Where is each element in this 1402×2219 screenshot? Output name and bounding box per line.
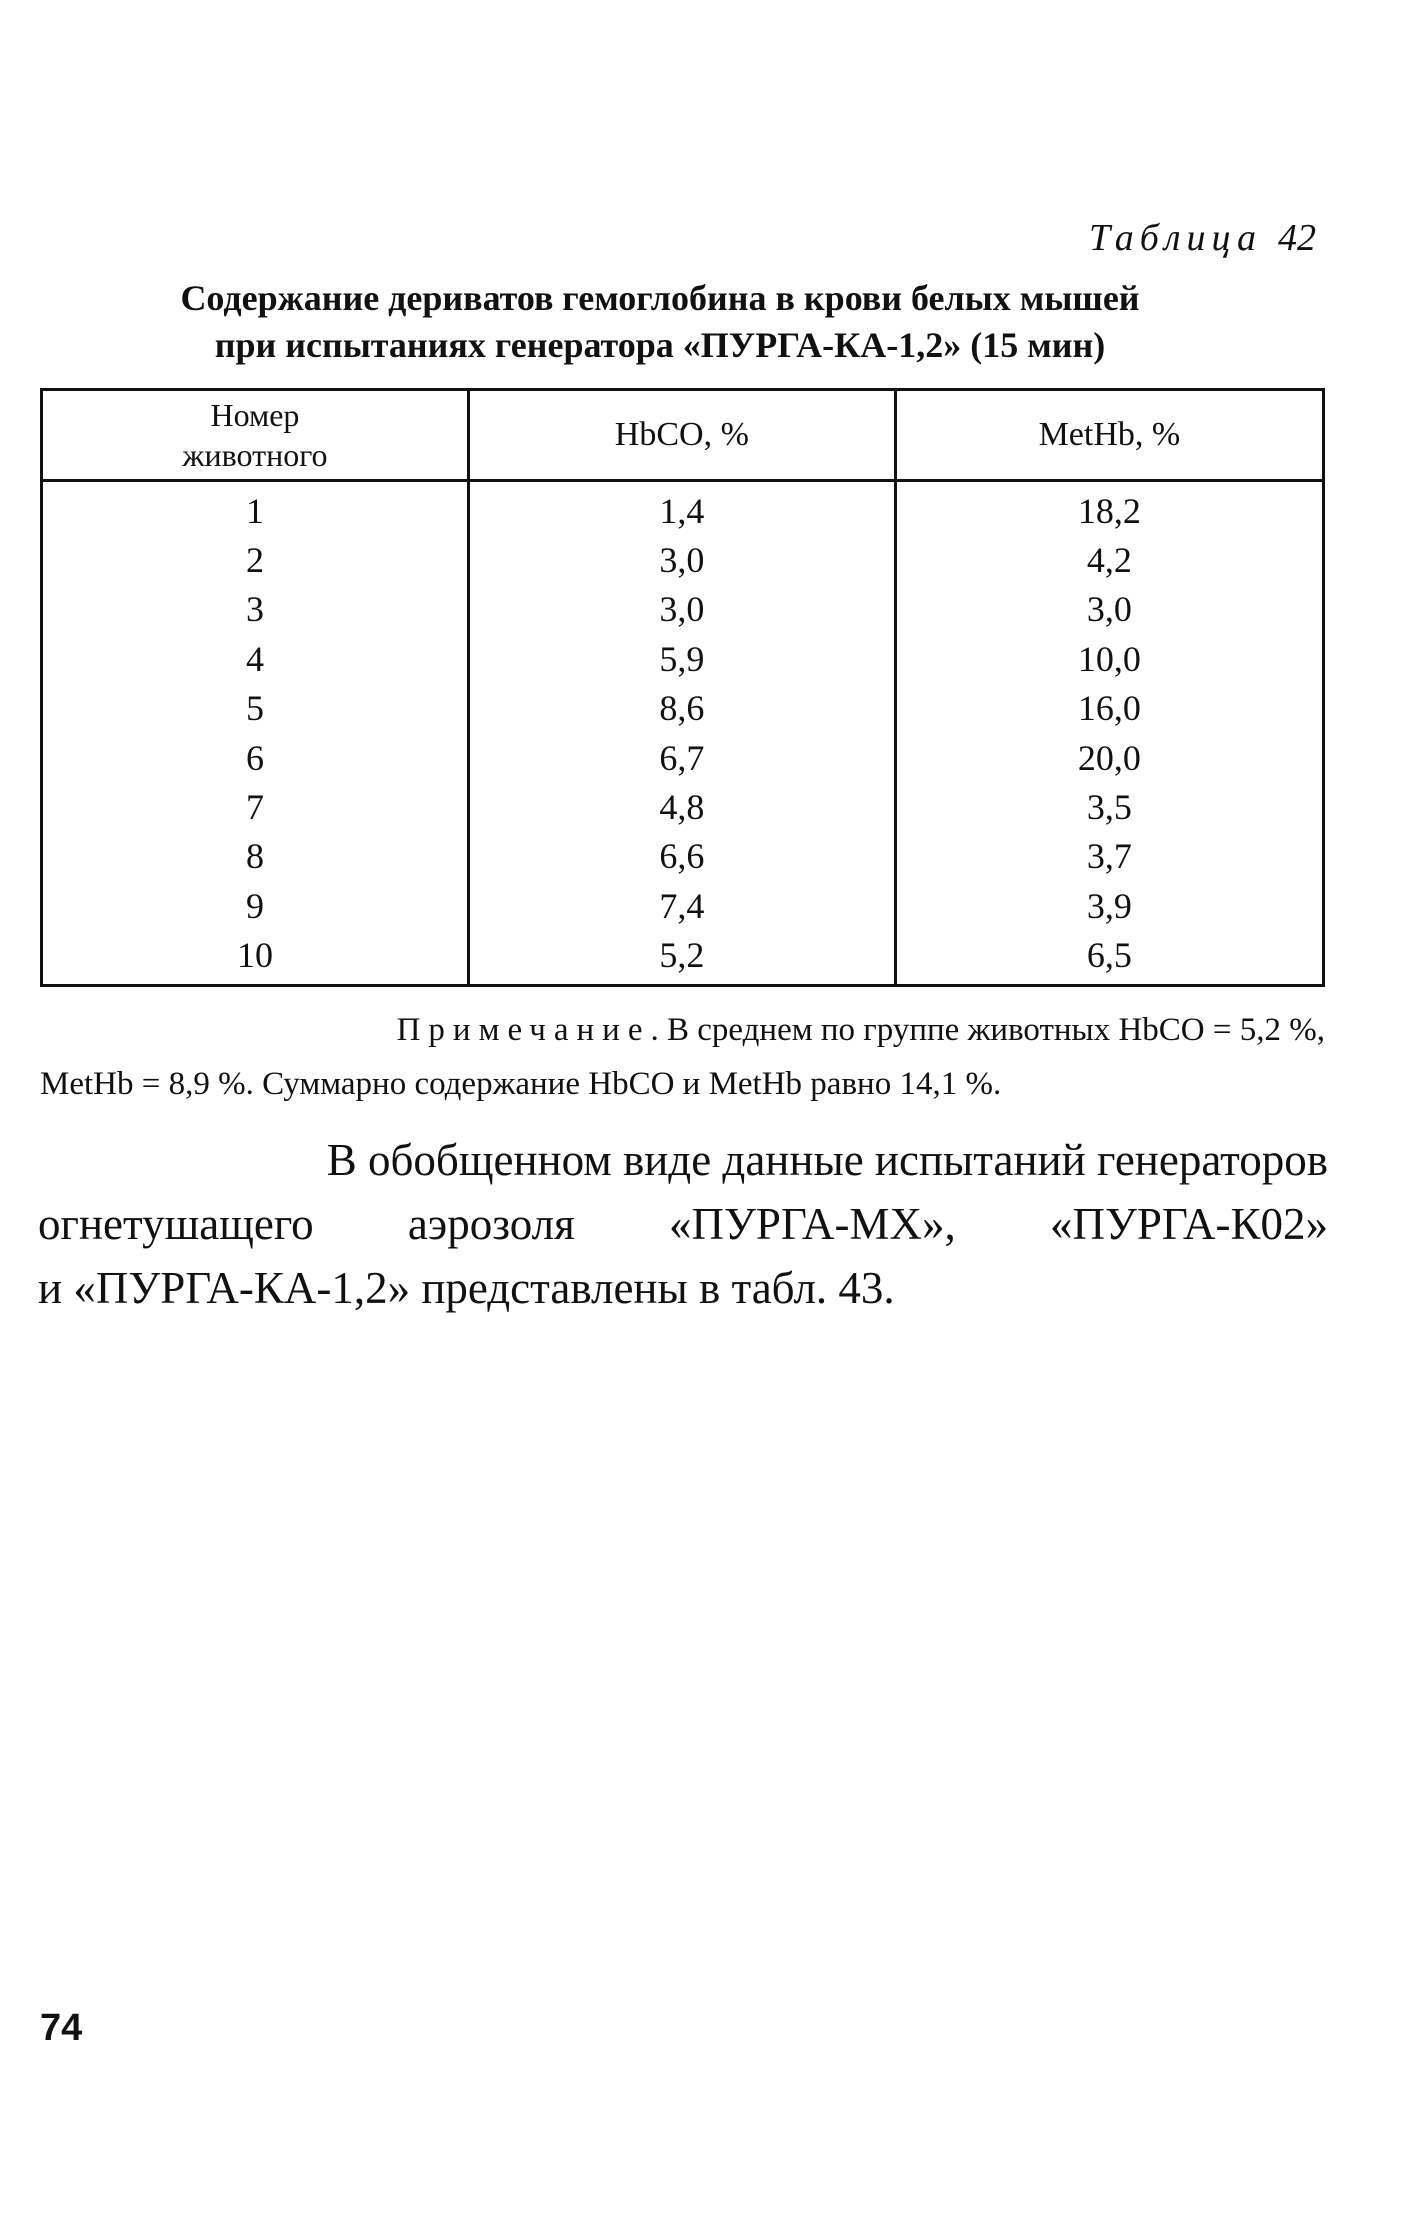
cell-animal-number: 9 xyxy=(42,881,469,930)
cell-animal-number: 7 xyxy=(42,782,469,831)
cell-hbco: 7,4 xyxy=(468,881,895,930)
cell-hbco: 6,7 xyxy=(468,733,895,782)
header-animal-line-2: животного xyxy=(182,437,328,473)
cell-hbco: 3,0 xyxy=(468,585,895,634)
table-row xyxy=(42,684,1324,733)
cell-hbco: 3,0 xyxy=(468,535,895,584)
note-line-1 xyxy=(40,1006,1325,1054)
table-header-row xyxy=(42,390,1324,481)
cell-methb: 3,9 xyxy=(895,881,1323,930)
cell-hbco: 8,6 xyxy=(468,684,895,733)
cell-methb: 3,0 xyxy=(895,585,1323,634)
table-row xyxy=(42,585,1324,634)
cell-methb: 6,5 xyxy=(895,931,1323,986)
hemoglobin-table xyxy=(40,388,1325,987)
table-row xyxy=(42,782,1324,831)
note-line-2: MetHb = 8,9 %. Суммарно содержание HbCO и MetHb равно 14,1 %. xyxy=(40,1066,1002,1102)
table-row xyxy=(42,832,1324,881)
cell-animal-number: 8 xyxy=(42,832,469,881)
paragraph-word: аэрозоля xyxy=(407,1199,575,1249)
table-caption-line-1: Содержание дериватов гемоглобина в крови белых мышей xyxy=(180,278,1140,318)
paragraph-line-2 xyxy=(38,1192,1328,1256)
note-label: Примечание xyxy=(396,1012,651,1048)
cell-methb: 4,2 xyxy=(895,535,1323,584)
table-row xyxy=(42,733,1324,782)
table-label-number: 42 xyxy=(1278,217,1316,259)
cell-hbco: 1,4 xyxy=(468,481,895,536)
cell-methb: 20,0 xyxy=(895,733,1323,782)
cell-animal-number: 4 xyxy=(42,634,469,683)
table-row xyxy=(42,634,1324,683)
paragraph-line-1: В обобщенном виде данные испытаний генераторов xyxy=(326,1135,1328,1185)
cell-animal-number: 6 xyxy=(42,733,469,782)
table-row xyxy=(42,881,1324,930)
cell-methb: 18,2 xyxy=(895,481,1323,536)
cell-methb: 16,0 xyxy=(895,684,1323,733)
paragraph-word: «ПУРГА-МХ», xyxy=(669,1199,956,1249)
cell-animal-number: 1 xyxy=(42,481,469,536)
table-label-word: Таблица xyxy=(1089,217,1262,259)
cell-methb: 10,0 xyxy=(895,634,1323,683)
table-body xyxy=(42,481,1324,986)
table-row xyxy=(42,535,1324,584)
table-row xyxy=(42,481,1324,536)
cell-animal-number: 2 xyxy=(42,535,469,584)
cell-hbco: 4,8 xyxy=(468,782,895,831)
cell-hbco: 5,2 xyxy=(468,931,895,986)
paragraph-word: огнетушащего xyxy=(38,1199,314,1249)
header-animal-number xyxy=(42,390,469,481)
cell-animal-number: 10 xyxy=(42,931,469,986)
cell-methb: 3,5 xyxy=(895,782,1323,831)
paragraph-line-3: и «ПУРГА-КА-1,2» представлены в табл. 43. xyxy=(38,1263,895,1313)
cell-methb: 3,7 xyxy=(895,832,1323,881)
cell-animal-number: 3 xyxy=(42,585,469,634)
header-hbco: HbCO, % xyxy=(468,390,895,481)
paragraph-word: «ПУРГА-К02» xyxy=(1050,1199,1328,1249)
cell-animal-number: 5 xyxy=(42,684,469,733)
header-animal-line-1: Номер xyxy=(210,397,300,433)
cell-hbco: 6,6 xyxy=(468,832,895,881)
page-number: 74 xyxy=(40,2007,83,2049)
table-label xyxy=(1089,216,1316,260)
table-caption-line-2: при испытаниях генератора «ПУРГА-КА-1,2» (15 мин) xyxy=(214,325,1106,365)
header-methb: MetHb, % xyxy=(895,390,1323,481)
note-line-1-text: . В среднем по группе животных HbCO = 5,2 %, xyxy=(650,1012,1325,1048)
cell-hbco: 5,9 xyxy=(468,634,895,683)
table-row xyxy=(42,931,1324,986)
